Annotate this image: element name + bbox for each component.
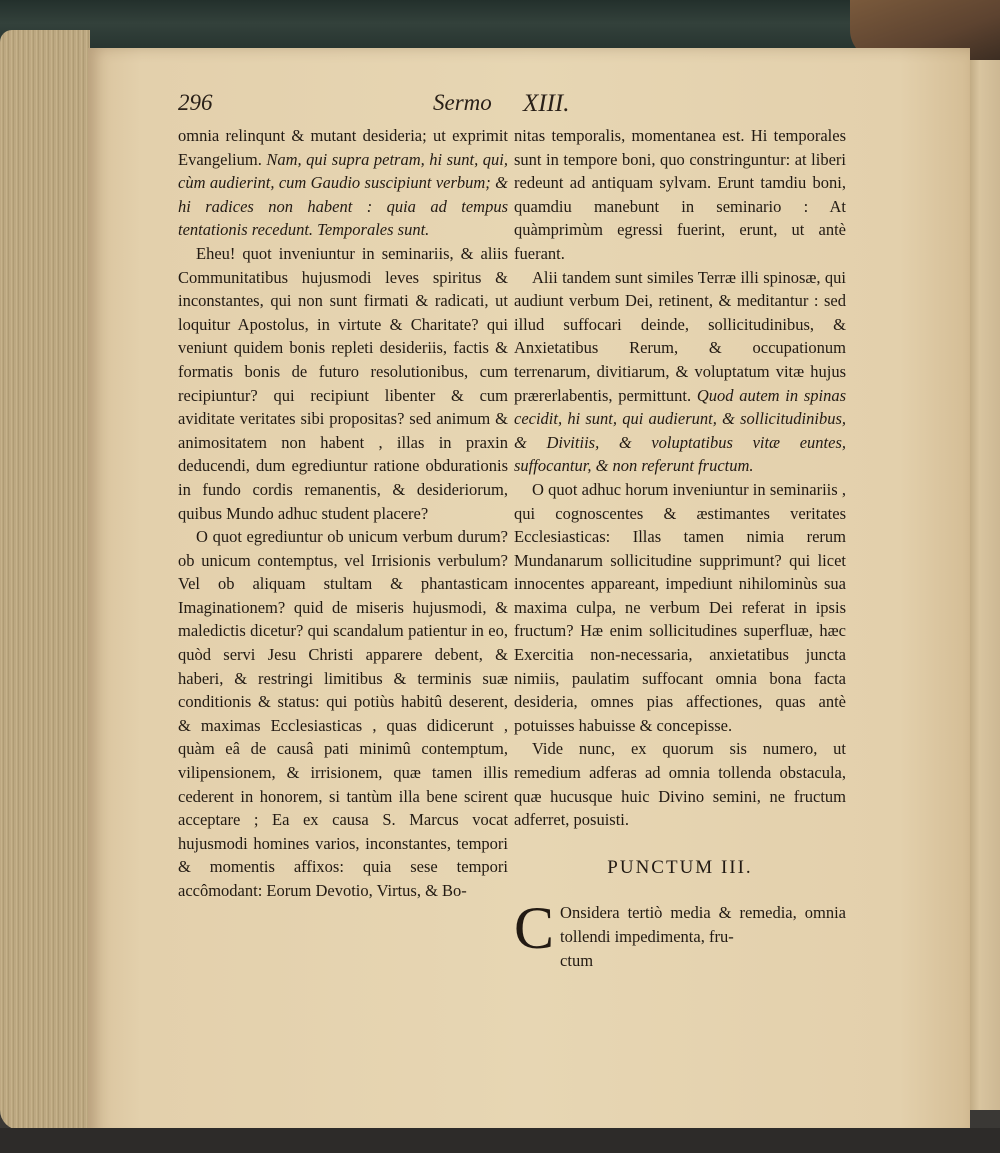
catchword: ctum [560, 950, 594, 970]
left-paragraph-2: Eheu! quot inveniuntur in seminariis, & aliis Communitatibus hujusmodi leves spiritus & inconstantes, qui non sunt firmati & radicati, ut loquitur Apostolus, in virtute & Charitate? qui veniunt quidem bonis repleti desideriis, factis & formatis bonis de futuro resolutionibus, cum recipiuntur? qui recipiunt libenter & cum aviditate veritates sibi propositas? sed animum & animositatem non habent , illas in praxin deducendi, dum egrediuntur ratione obdurationis in fundo cordis remanentis, & desideriorum, quibus Mundo adhuc student placere? [178, 243, 508, 523]
left-p1-roman: omnia relinqunt & mutant desideria; ut exprimit Evangelium. [178, 126, 508, 169]
drop-cap-letter: C [514, 895, 555, 962]
left-paragraph-1 [178, 124, 508, 242]
running-header [178, 86, 598, 122]
right-paragraph-2 [514, 266, 846, 478]
right-p2-roman: Alii tandem sunt similes Terræ illi spinosæ, qui audiunt verbum Dei, retinent, & meditantur : sed illud suffocari deinde, sollicitudinibus, & Anxietatibus Rerum, & occupationum terrenarum, divitiarum, & voluptatum vitæ hujus prærerlabentis, permittunt. [514, 267, 846, 405]
right-p5-text: Onsidera tertiò media & remedia, omnia tollendi impedimenta, fru- [560, 903, 846, 946]
running-title: Sermo [433, 90, 492, 115]
left-paragraph-3: O quot egrediuntur ob unicum verbum durum? ob unicum contemptus, vel Irrisionis verbulum? Vel ob aliquam stultam & phantasticam Imaginationem? quid de miseris hujusmodi, & maledictis dicetur? qui scandalum patientur in eo, quòd servi Jesu Christi apparere debent, & haberi, & restringi limitibus & terminis suæ conditionis & status: qui potiùs habitû deserent, & maximas Ecclesiasticas , quas didicerunt , quàm eâ de causâ pati minimû contemptum, vilipensionem, & irrisionem, quæ tamen illis cederent in honorem, si tantùm illa bene scirent acceptare ; Ea ex causa S. Marcus vocat hujusmodi homines varios, inconstantes, tempori & momentis affixos: quia sese tempori accômodant: Eorum Devotio, Virtus, & Bo- [178, 527, 508, 900]
page-block-edge [0, 30, 90, 1130]
right-paragraph-1: nitas temporalis, momentanea est. Hi temporales sunt in tempore boni, quo constringuntur: at liberi redeunt ad antiquam sylvam. Erunt tamdiu boni, quamdiu manebunt in seminario : At quàmprimùm egressi fuerint, erunt, ut antè fuerant. [514, 126, 846, 263]
facing-page-edge [966, 60, 1000, 1110]
right-paragraph-4: Vide nunc, ex quorum sis numero, ut remedium adferas ad omnia tollenda obstacula, quæ hucusque huic Divino semini, ne fructum adferret, posuisti. [514, 739, 846, 830]
right-paragraph-3: O quot adhuc horum inveniuntur in seminariis , qui cognoscentes & æstimantes veritates Ecclesiasticas: Illas tamen nimia rerum Mundanarum sollicitudine supprimunt? qui licet innocentes appareant, impediunt nihilominùs sua maxima culpa, ne verbum Dei referat in ipsis fructum? Hæ enim sollicitudines superfluæ, hæc Exercitia non-necessaria, anxietatibus juncta nimiis, paulatim suffocant omnia bona facta desideria, omnes pias affectiones, quas antè potuisses habuisse & concepisse. [514, 479, 846, 735]
page-number: 296 [178, 90, 213, 115]
table-surface [0, 1128, 1000, 1153]
section-heading: PUNCTUM III. [607, 856, 753, 878]
right-p2-italic-quote: Quod autem in spinas cecidit, hi sunt, qui audierunt, & sollicitudinibus, & Divitiis, & voluptatibus vitæ euntes, suffocantur, & non referunt fructum. [514, 385, 847, 476]
left-column [178, 124, 508, 903]
sermon-number: XIII. [523, 90, 570, 117]
right-column [514, 124, 846, 972]
left-p1-italic-quote: Nam, qui supra petram, hi sunt, qui, cùm audierint, cum Gaudio suscipiunt verbum; & hi radices non habent : quia ad tempus tentationis recedunt. Temporales sunt. [178, 149, 508, 240]
